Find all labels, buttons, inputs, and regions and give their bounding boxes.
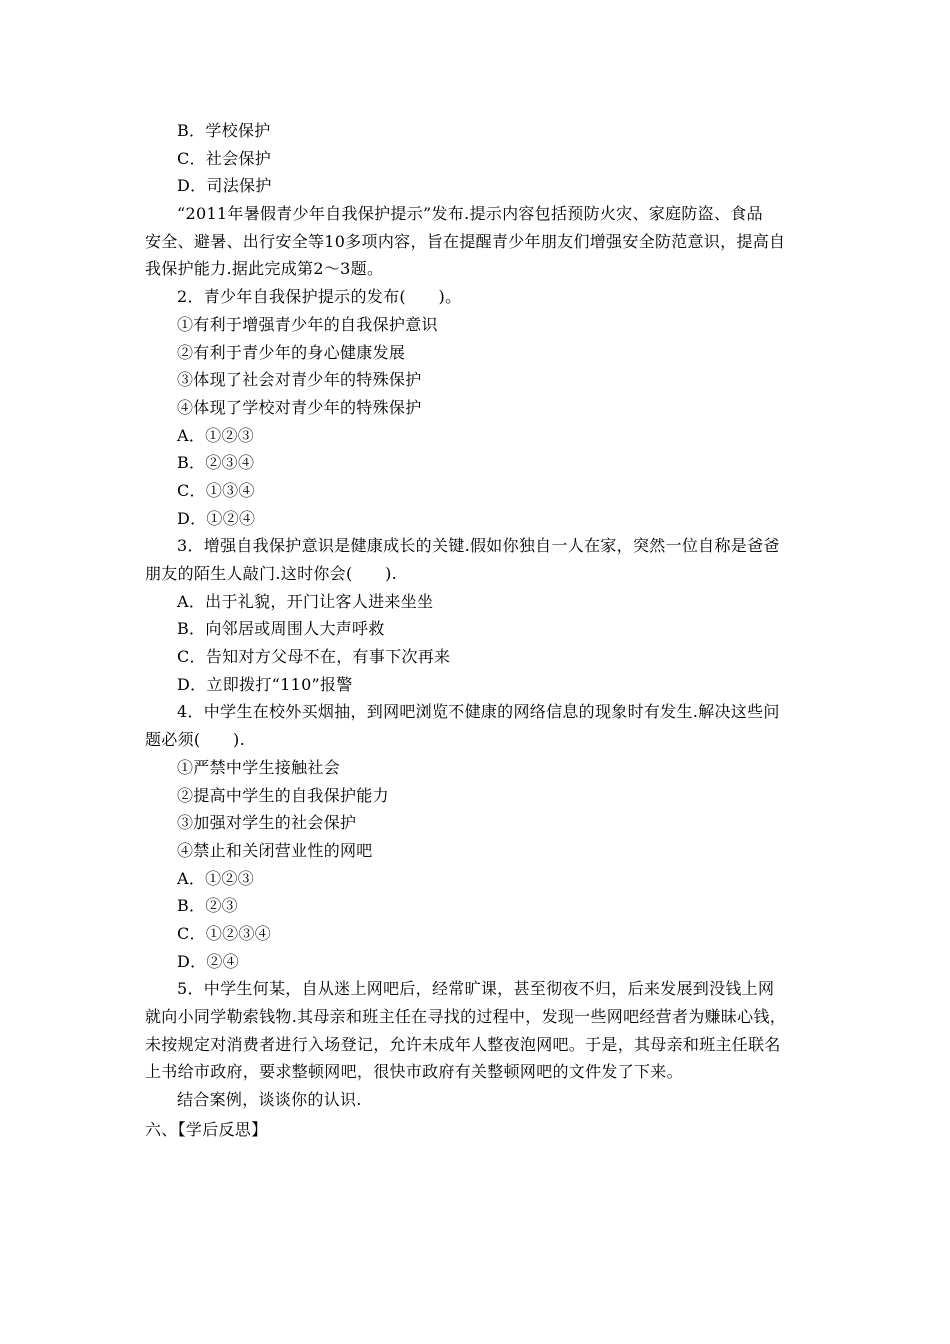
q2-option-b: B．②③④ xyxy=(177,453,255,473)
q3-option-b: B．向邻居或周围人大声呼救 xyxy=(177,619,385,639)
q3-option-a: A．出于礼貌，开门让客人进来坐坐 xyxy=(177,591,434,611)
q2-item-2: ②有利于青少年的身心健康发展 xyxy=(177,342,406,362)
q3-stem-line-2: 朋友的陌生人敲门.这时你会( ). xyxy=(145,564,398,583)
q1-option-c: C．社会保护 xyxy=(177,148,272,168)
q3-stem-line-1: 3．增强自我保护意识是健康成长的关键.假如你独自一人在家，突然一位自称是爸爸 xyxy=(177,536,780,556)
q3-option-c: C．告知对方父母不在，有事下次再来 xyxy=(177,647,451,667)
q2-item-1: ①有利于增强青少年的自我保护意识 xyxy=(177,314,438,334)
q1-option-b: B．学校保护 xyxy=(177,121,271,140)
document-page xyxy=(145,117,810,1143)
q5-stem-line-2: 就向小同学勒索钱物.其母亲和班主任在寻找的过程中，发现一些网吧经营者为赚昧心钱， xyxy=(145,1007,787,1026)
passage-line-3: 我保护能力.据此完成第2～3题。 xyxy=(145,259,384,279)
q2-option-a: A．①②③ xyxy=(177,425,255,445)
q4-stem-line-2: 题必须( ). xyxy=(145,730,245,750)
q4-item-1: ①严禁中学生接触社会 xyxy=(177,757,341,777)
q4-option-a: A．①②③ xyxy=(177,868,255,888)
q4-option-d: D．②④ xyxy=(177,951,240,971)
q4-stem-line-1: 4．中学生在校外买烟抽，到网吧浏览不健康的网络信息的现象时有发生.解决这些问 xyxy=(177,702,780,722)
q2-option-d: D．①②④ xyxy=(177,508,256,528)
q5-prompt: 结合案例，谈谈你的认识. xyxy=(177,1090,362,1110)
q2-item-3: ③体现了社会对青少年的特殊保护 xyxy=(177,370,422,390)
q4-item-3: ③加强对学生的社会保护 xyxy=(177,813,357,833)
q1-option-d: D．司法保护 xyxy=(177,176,272,196)
q2-item-4: ④体现了学校对青少年的特殊保护 xyxy=(177,397,422,417)
passage-line-1: “2011年暑假青少年自我保护提示”发布.提示内容包括预防火灾、家庭防盗、食品 xyxy=(177,204,763,224)
q3-option-d: D．立即拨打“110”报警 xyxy=(177,674,353,694)
q2-option-c: C．①③④ xyxy=(177,480,255,500)
q4-item-2: ②提高中学生的自我保护能力 xyxy=(177,785,389,805)
section-six-heading: 六、【学后反思】 xyxy=(145,1119,268,1139)
q5-stem-line-4: 上书给市政府，要求整顿网吧，很快市政府有关整顿网吧的文件发了下来。 xyxy=(145,1062,683,1082)
q4-option-c: C．①②③④ xyxy=(177,923,272,943)
q5-stem-line-1: 5．中学生何某，自从迷上网吧后，经常旷课，甚至彻夜不归，后来发展到没钱上网 xyxy=(177,979,775,999)
q4-item-4: ④禁止和关闭营业性的网吧 xyxy=(177,840,373,860)
q5-stem-line-3: 未按规定对消费者进行入场登记，允许未成年人整夜泡网吧。于是，其母亲和班主任联名 xyxy=(145,1034,781,1054)
q4-option-b: B．②③ xyxy=(177,896,238,916)
passage-line-2: 安全、避暑、出行安全等10多项内容，旨在提醒青少年朋友们增强安全防范意识，提高自 xyxy=(145,231,786,251)
q2-stem: 2．青少年自我保护提示的发布( )。 xyxy=(177,287,462,307)
